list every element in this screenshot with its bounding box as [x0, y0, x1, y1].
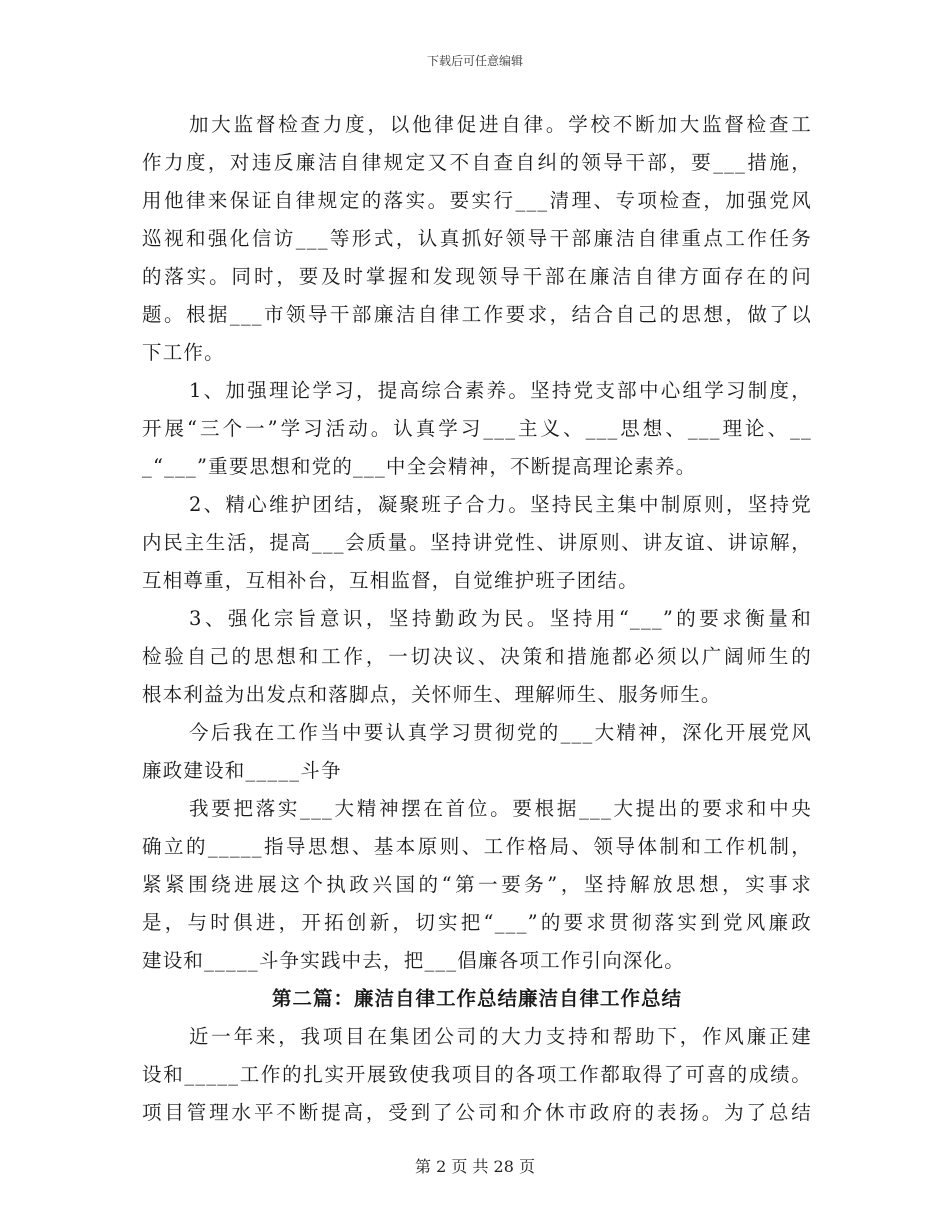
text-line: 开展“三个一”学习活动。认真学习___主义、___思想、___理论、__ — [142, 417, 812, 440]
text-line: 内民主生活，提高___会质量。坚持讲党性、讲原则、讲友谊、讲谅解， — [142, 531, 812, 554]
text-line: 根本利益为出发点和落脚点，关怀师生、理解师生、服务师生。 — [142, 683, 722, 706]
text-line: 是，与时俱进，开拓创新，切实把“___”的要求贯彻落实到党风廉政 — [142, 911, 812, 934]
text-line: 今后我在工作当中要认真学习贯彻党的___大精神，深化开展党风 — [189, 721, 812, 744]
text-line: 设和_____工作的扎实开展致使我项目的各项工作都取得了可喜的成绩。 — [142, 1063, 812, 1086]
page-number: 第 2 页 共 28 页 — [415, 1157, 535, 1176]
paragraph-block-1 — [142, 106, 812, 980]
text-line: 近一年来，我项目在集团公司的大力支持和帮助下，作风廉正建 — [189, 1025, 812, 1048]
document-body — [142, 106, 812, 1132]
text-line: 用他律来保证自律规定的落实。要实行___清理、专项检查，加强党风 — [142, 189, 812, 212]
text-line: 项目管理水平不断提高，受到了公司和介休市政府的表扬。为了总结 — [142, 1101, 812, 1124]
text-line: 作力度，对违反廉洁自律规定又不自查自纠的领导干部，要___措施， — [142, 151, 812, 174]
text-line: 下工作。 — [142, 341, 225, 364]
text-line: 建设和_____斗争实践中去，把___倡廉各项工作引向深化。 — [142, 949, 686, 972]
text-line: 我要把落实___大精神摆在首位。要根据___大提出的要求和中央 — [189, 797, 812, 820]
text-line: 确立的_____指导思想、基本原则、工作格局、领导体制和工作机制， — [142, 835, 812, 858]
text-line: 紧紧围绕进展这个执政兴国的“第一要务”，坚持解放思想，实事求 — [142, 873, 812, 896]
text-line: 3、强化宗旨意识，坚持勤政为民。坚持用“___”的要求衡量和 — [189, 607, 812, 630]
text-line: _“___”重要思想和党的___中全会精神，不断提高理论素养。 — [142, 455, 697, 478]
text-line: 互相尊重，互相补台，互相监督，自觉维护班子团结。 — [142, 569, 639, 592]
text-line: 的落实。同时，要及时掌握和发现领导干部在廉洁自律方面存在的问 — [142, 265, 812, 288]
text-line: 巡视和强化信访___等形式，认真抓好领导干部廉洁自律重点工作任务 — [142, 227, 812, 250]
section-heading: 第二篇：廉洁自律工作总结廉洁自律工作总结 — [271, 987, 682, 1010]
text-line: 题。根据___市领导干部廉洁自律工作要求，结合自己的思想，做了以 — [142, 303, 812, 326]
text-line: 廉政建设和_____斗争 — [142, 759, 342, 782]
text-line: 1、加强理论学习，提高综合素养。坚持党支部中心组学习制度， — [189, 379, 812, 402]
text-line: 加大监督检查力度，以他律促进自律。学校不断加大监督检查工 — [189, 113, 812, 136]
paragraph-block-2 — [142, 1018, 812, 1132]
text-line: 2、精心维护团结，凝聚班子合力。坚持民主集中制原则，坚持党 — [189, 493, 812, 516]
text-line: 检验自己的思想和工作，一切决议、决策和措施都必须以广阔师生的 — [142, 645, 812, 668]
page-header-note: 下载后可任意编辑 — [426, 54, 523, 68]
